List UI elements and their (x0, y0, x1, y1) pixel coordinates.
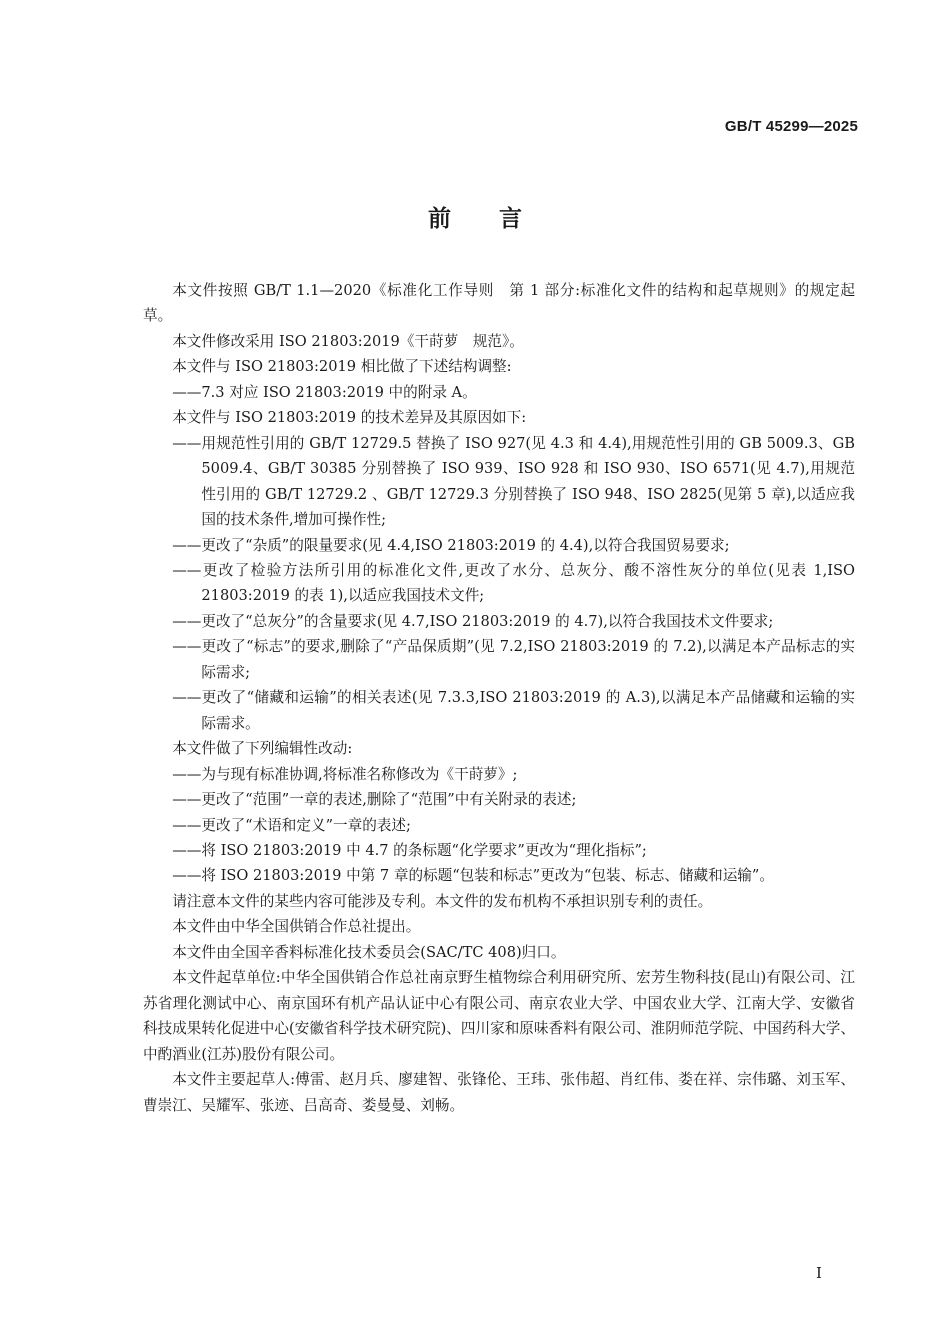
list-item-text: ——7.3 对应 ISO 21803:2019 中的附录 A。 (172, 383, 477, 401)
paragraph-drafting-basis: 本文件按照 GB/T 1.1—2020《标准化工作导则 第 1 部分:标准化文件的结构和起草规则》的规定起草。 (143, 282, 855, 325)
list-item (143, 838, 855, 863)
list-item-text: ——将 ISO 21803:2019 中 4.7 的条标题“化学要求”更改为“理化指标”; (172, 841, 647, 859)
list-item-text: ——更改了“总灰分”的含量要求(见 4.7,ISO 21803:2019 的 4.7),以符合我国技术文件要求; (172, 612, 774, 630)
paragraph-drafters: 本文件主要起草人:傅雷、赵月兵、廖建智、张锋伦、王玮、张伟超、肖红伟、娄在祥、宗伟璐、刘玉军、曹崇江、吴耀军、张迹、吕高奇、娄曼曼、刘畅。 (143, 1071, 855, 1114)
page-number: I (816, 1264, 822, 1282)
list-item (143, 431, 855, 533)
list-item (143, 380, 855, 405)
standard-number: GB/T 45299—2025 (724, 118, 858, 135)
list-item (143, 863, 855, 888)
paragraph-drafting-units: 本文件起草单位:中华全国供销合作总社南京野生植物综合利用研究所、宏芳生物科技(昆山)有限公司、江苏省理化测试中心、南京国环有机产品认证中心有限公司、南京农业大学、中国农业大学、江南大学、安徽省科技成果转化促进中心(安徽省科学技术研究院)、四川家和原味香料有限公司、淮阴师范学院、中国药科大学、中酌酒业(江苏)股份有限公司。 (143, 969, 855, 1063)
list-item (143, 634, 855, 685)
paragraph-structure-changes: 本文件与 ISO 21803:2019 相比做了下述结构调整: (172, 358, 512, 376)
foreword-body (143, 278, 855, 1118)
list-item-text: ——更改了“标志”的要求,删除了“产品保质期”(见 7.2,ISO 21803:2019 的 7.2),以满足本产品标志的实际需求; (172, 638, 855, 681)
list-item (143, 813, 855, 838)
list-item (143, 533, 855, 558)
list-item (143, 762, 855, 787)
list-item-text: ——更改了“杂质”的限量要求(见 4.4,ISO 21803:2019 的 4.4),以符合我国贸易要求; (172, 536, 730, 554)
list-item-text: ——更改了检验方法所引用的标准化文件,更改了水分、总灰分、酸不溶性灰分的单位(见表 1,ISO 21803:2019 的表 1),以适应我国技术文件; (172, 561, 855, 605)
list-item-text: ——为与现有标准协调,将标准名称修改为《干莳萝》; (172, 765, 518, 783)
list-item (143, 609, 855, 634)
list-item (143, 787, 855, 812)
list-item (143, 685, 855, 736)
page-title: 前言 (428, 206, 570, 232)
list-item-text: ——将 ISO 21803:2019 中第 7 章的标题“包装和标志”更改为“包装、标志、储藏和运输”。 (172, 867, 774, 885)
list-item-text: ——更改了“术语和定义”一章的表述; (172, 816, 411, 834)
list-item-text: ——用规范性引用的 GB/T 12729.5 替换了 ISO 927(见 4.3 和 4.4),用规范性引用的 GB 5009.3、GB 5009.4、GB/T 30385 分别替换了 ISO 939、ISO 928 和 ISO 930、ISO 6571(见 4.7),用规范性引用的 GB/T 12729.2 、GB/T 12729.3 分别替换了 ISO 948、ISO 2825(见第 5 章),以适应我国的技术条件,增加可操作性; (172, 434, 855, 529)
paragraph-editorial-changes: 本文件做了下列编辑性改动: (172, 740, 353, 758)
paragraph-patent-notice: 请注意本文件的某些内容可能涉及专利。本文件的发布机构不承担识别专利的责任。 (172, 892, 713, 910)
paragraph-technical-differences: 本文件与 ISO 21803:2019 的技术差异及其原因如下: (172, 409, 527, 427)
paragraph-adoption: 本文件修改采用 ISO 21803:2019《干莳萝 规范》。 (172, 332, 524, 350)
list-item-text: ——更改了“储藏和运输”的相关表述(见 7.3.3,ISO 21803:2019 的 A.3),以满足本产品储藏和运输的实际需求。 (172, 689, 855, 732)
list-item (143, 558, 855, 609)
paragraph-committee: 本文件由全国辛香料标准化技术委员会(SAC/TC 408)归口。 (172, 943, 566, 961)
list-item-text: ——更改了“范围”一章的表述,删除了“范围”中有关附录的表述; (172, 791, 577, 809)
paragraph-proposer: 本文件由中华全国供销合作总社提出。 (172, 918, 421, 936)
